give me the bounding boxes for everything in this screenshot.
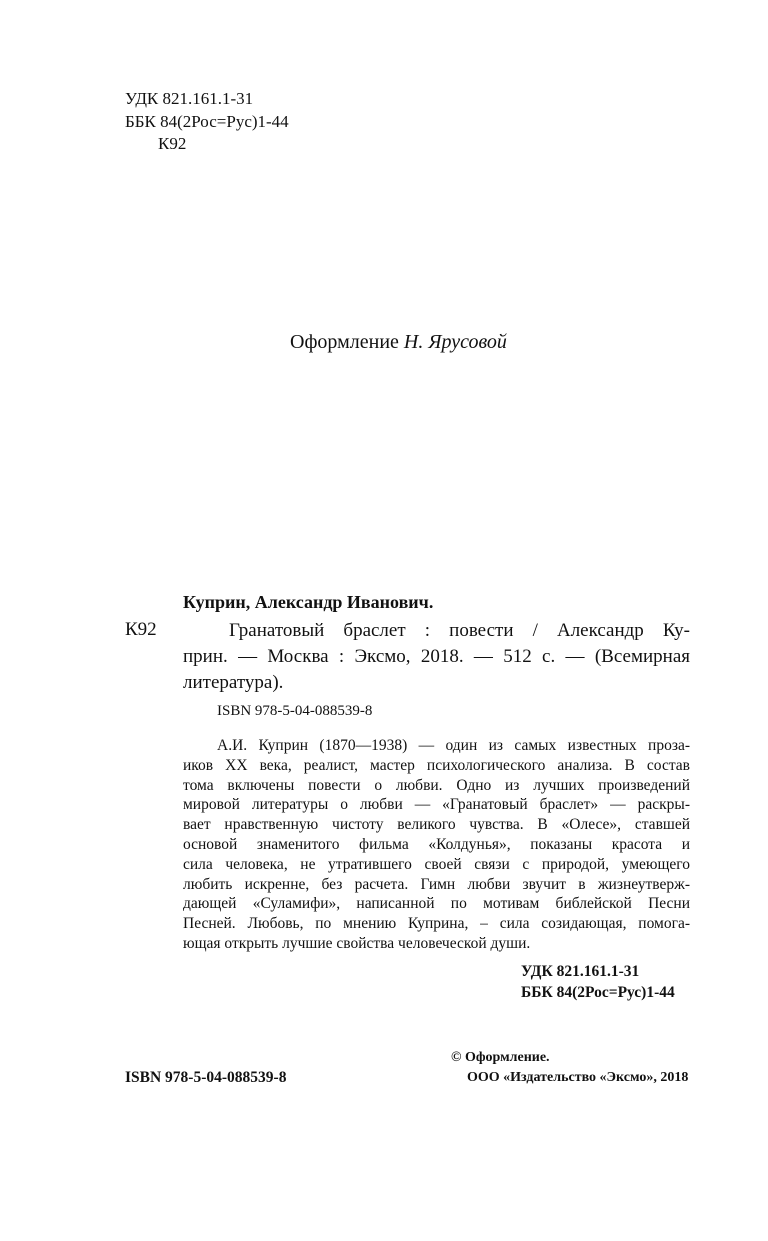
annotation-line: основой знаменитого фильма «Колдунья», показаны красота и	[183, 835, 690, 853]
udk-code-top: УДК 821.161.1-31	[125, 89, 254, 108]
bibliographic-description	[183, 618, 690, 696]
annotation-line: мировой литературы о любви — «Гранатовый браслет» — раскры-	[183, 796, 690, 814]
copyright-publisher: ООО «Издательство «Эксмо», 2018	[467, 1070, 689, 1085]
design-credit-label: Оформление	[290, 331, 399, 353]
author-mark-entry: К92	[125, 619, 157, 640]
isbn-entry: ISBN 978-5-04-088539-8	[217, 703, 373, 719]
annotation-line: вает нравственную чистоту великого чувства. В «Олесе», ставшей	[183, 816, 690, 834]
annotation-line: А.И. Куприн (1870—1938) — один из самых известных проза-	[217, 737, 690, 754]
description-line: прин. — Москва : Эксмо, 2018. — 512 с. — (Всемирная	[183, 646, 690, 667]
annotation-line: дающей «Суламифи», написанной по мотивам библейской Песни	[183, 895, 690, 913]
annotation-line: сила человека, не утратившего своей связи с природой, умеющего	[183, 855, 690, 873]
annotation-line: Песней. Любовь, по мнению Куприна, – сила созидающая, помога-	[183, 915, 690, 933]
isbn-footer: ISBN 978-5-04-088539-8	[125, 1069, 287, 1086]
description-line: Гранатовый браслет : повести / Александр Ку-	[229, 620, 690, 641]
annotation	[183, 736, 690, 954]
designer-name: Н. Ярусовой	[403, 331, 507, 353]
author-mark-top: К92	[158, 134, 187, 153]
copyright-design: © Оформление.	[451, 1050, 550, 1065]
author-heading: Куприн, Александр Иванович.	[183, 592, 434, 612]
udk-code-entry: УДК 821.161.1-31	[521, 963, 640, 980]
annotation-line: ющая открыть лучшие свойства человеческой души.	[183, 934, 531, 952]
annotation-line: тома включены повести о любви. Одно из лучших произведений	[183, 776, 690, 794]
description-line: литература).	[183, 672, 284, 693]
annotation-line: любить искренне, без расчета. Гимн любви звучит в жизнеутверж-	[183, 875, 690, 893]
bbk-code-entry: ББК 84(2Рос=Рус)1-44	[521, 984, 675, 1001]
annotation-line: иков XX века, реалист, мастер психологического анализа. В состав	[183, 756, 690, 774]
design-credit	[290, 331, 507, 354]
bbk-code-top: ББК 84(2Рос=Рус)1-44	[125, 112, 289, 131]
